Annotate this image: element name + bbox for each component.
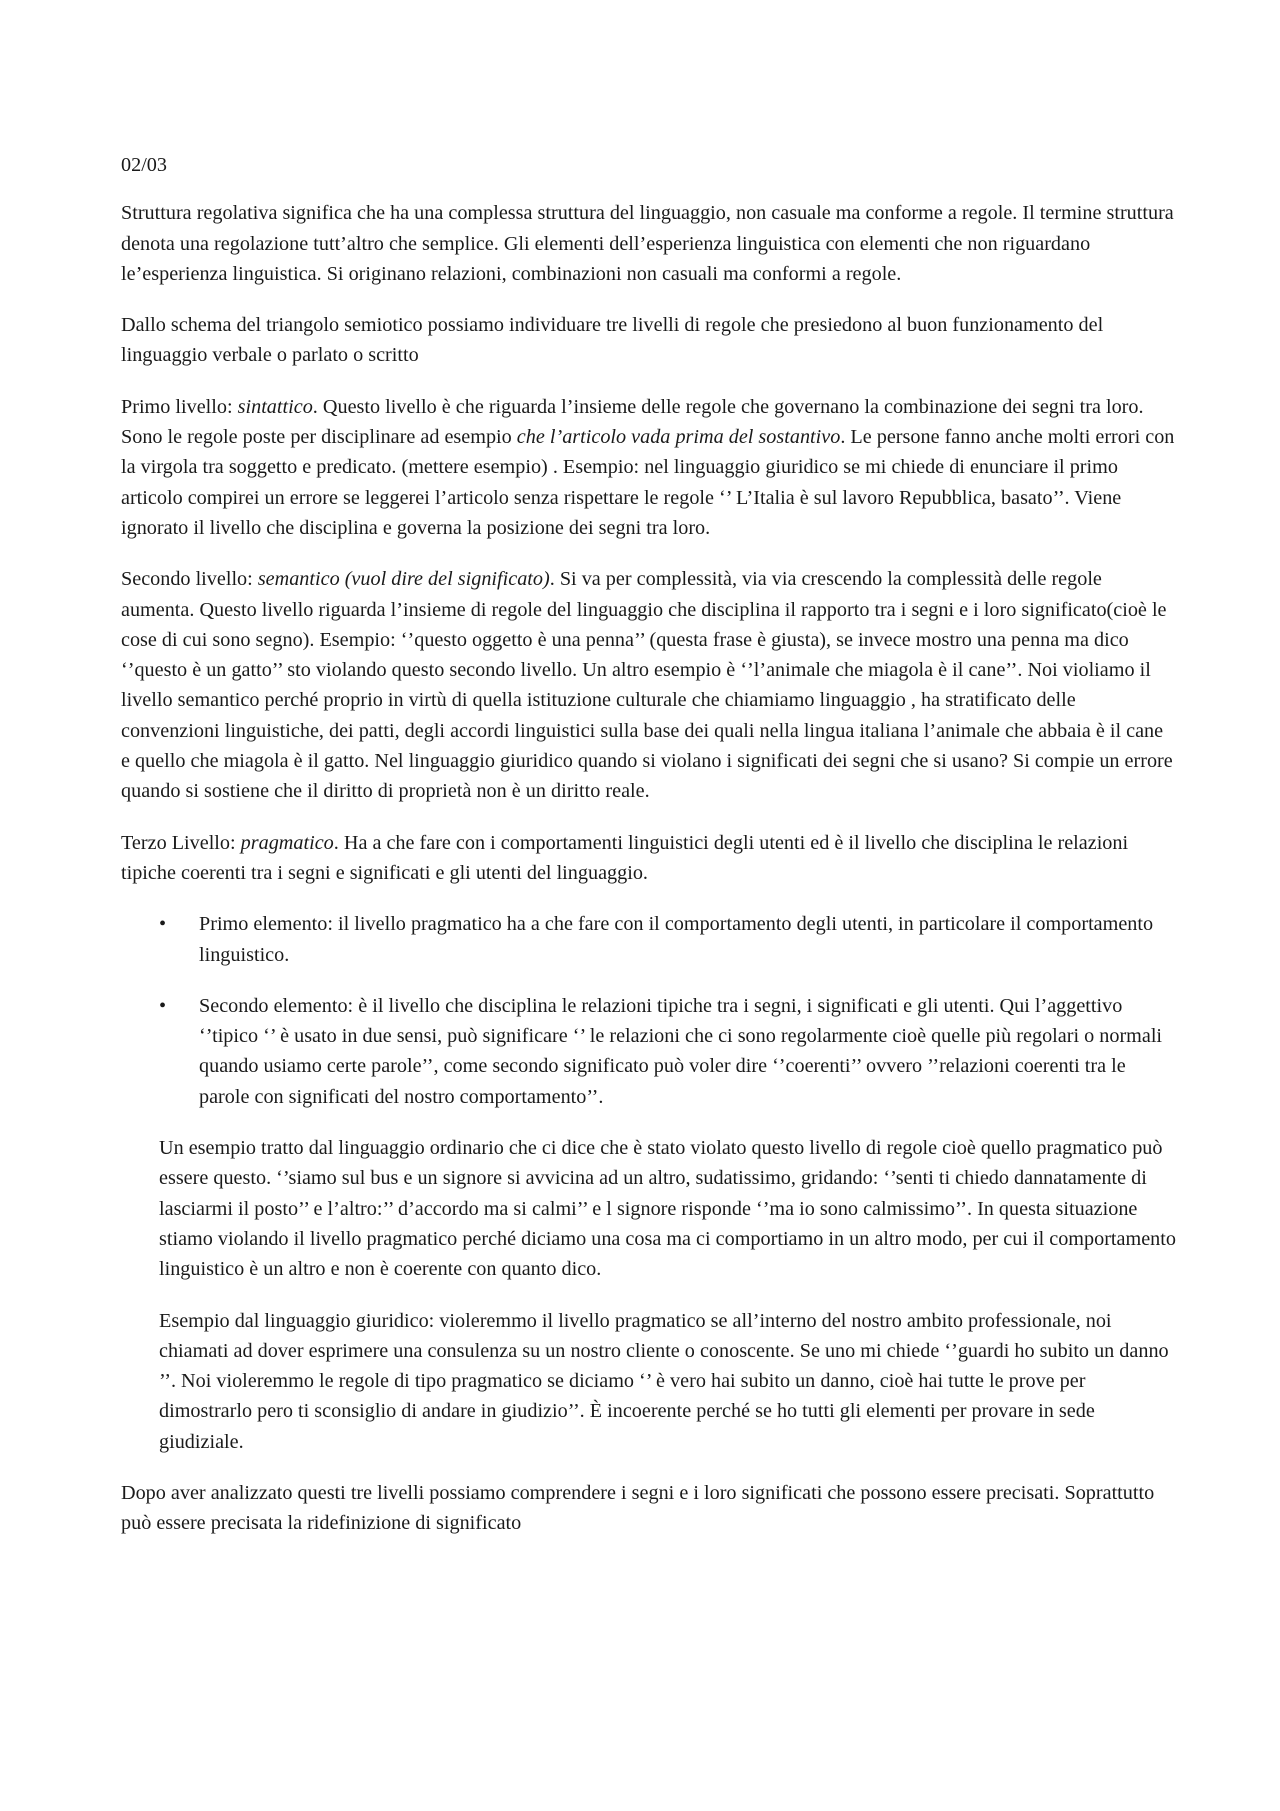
conclusion-paragraph: Dopo aver analizzato questi tre livelli possiamo comprendere i segni e i loro significati che possono essere precisati. Soprattutto può essere precisata la ridefinizione di significato	[121, 1481, 1155, 1535]
level-1-text-a: . Questo livello è che riguarda l’insieme delle regole che governano la combinazione dei segni tra loro. Sono le regole poste per disciplinare ad esempio	[121, 395, 1144, 449]
level-1-example: che l’articolo vada prima del sostantivo	[516, 426, 841, 449]
level-2-term: semantico (vuol dire del significato)	[257, 568, 550, 591]
level-1-paragraph	[121, 392, 1176, 543]
semiotic-triangle-paragraph: Dallo schema del triangolo semiotico possiamo individuare tre livelli di regole che presiedono al buon funzionamento del linguaggio verbale o parlato o scritto	[121, 314, 1104, 367]
list-item	[121, 991, 1176, 1112]
list-item	[121, 909, 1176, 970]
bullet-icon: •	[159, 994, 167, 1017]
level-2-paragraph	[121, 564, 1176, 806]
intro-paragraph: Struttura regolativa significa che ha una complessa struttura del linguaggio, non casuale ma conforme a regole. Il termine struttura denota una regolazione tutt’altro che semplice. Gli elementi dell’esperienza linguistica con elementi che non riguardano le’esperienza linguistica. Si originano relazioni, combinazioni non casuali ma conformi a regole.	[121, 202, 1174, 285]
document-page	[121, 150, 1176, 1560]
pragmatic-elements-list	[121, 909, 1176, 1112]
level-1-label: Primo livello:	[121, 395, 238, 418]
list-item-text: Secondo elemento: è il livello che disciplina le relazioni tipiche tra i segni, i significati e gli utenti. Qui l’aggettivo ‘’tipico ‘’ è usato in due sensi, può significare ‘’ le relazioni che ci sono regolarmente cioè quelle più regolari o normali quando usiamo certe parole’’, come secondo significato può voler dire ‘’coerenti’’ ovvero ’’relazioni coerenti tra le parole con significati del nostro comportamento’’.	[199, 994, 1163, 1108]
ordinary-language-example: Un esempio tratto dal linguaggio ordinario che ci dice che è stato violato questo livello di regole cioè quello pragmatico può essere questo. ‘’siamo sul bus e un signore si avvicina ad un altro, sudatissimo, gridando: ‘’senti ti chiedo dannatamente di lasciarmi il posto’’ e l’altro:’’ d’accordo ma si calmi’’ e l signore risponde ‘’ma io sono calmissimo’’. In questa situazione stiamo violando il livello pragmatico perché diciamo una cosa ma ci comportiamo in un altro modo, per cui il comportamento linguistico è un altro e non è coerente con quanto dico.	[159, 1137, 1176, 1281]
level-3-paragraph	[121, 828, 1176, 889]
level-3-label: Terzo Livello:	[121, 831, 241, 854]
level-2-label: Secondo livello:	[121, 568, 258, 591]
level-2-text: . Si va per complessità, via via crescendo la complessità delle regole aumenta. Questo livello riguarda l’insieme di regole del linguaggio che disciplina il rapporto tra i segni e i loro significato(cioè le cose di cui sono segno). Esempio: ‘’questo oggetto è una penna’’ (questa frase è giusta), se invece mostro una penna ma dico ‘’questo è un gatto’’ sto violando questo secondo livello. Un altro esempio è ‘’l’animale che miagola è il cane’’. Noi violiamo il livello semantico perché proprio in virtù di quella istituzione culturale che chiamiamo linguaggio , ha stratificato delle convenzioni linguistiche, dei patti, degli accordi linguistici sulla base dei quali nella lingua italiana l’animale che abbaia è il cane e quello che miagola è il gatto. Nel linguaggio giuridico quando si violano i significati dei segni che si usano? Si compie un errore quando si sostiene che il diritto di proprietà non è un diritto reale.	[121, 568, 1173, 803]
bullet-icon: •	[159, 913, 167, 936]
level-1-term: sintattico	[237, 395, 313, 418]
level-3-term: pragmatico	[240, 831, 334, 854]
document-date: 02/03	[121, 154, 167, 176]
level-1-text-b: . Le persone fanno anche molti errori con la virgola tra soggetto e predicato. (mettere esempio) . Esempio: nel linguaggio giuridico se mi chiede di enunciare il primo articolo compirei un errore se leggerei l’articolo senza rispettare le regole ‘’ L’Italia è sul lavoro Repubblica, basato’’. Viene ignorato il livello che disciplina e governa la posizione dei segni tra loro.	[121, 426, 1175, 539]
level-3-text: . Ha a che fare con i comportamenti linguistici degli utenti ed è il livello che disciplina le relazioni tipiche coerenti tra i segni e significati e gli utenti del linguaggio.	[121, 831, 1129, 884]
legal-language-example: Esempio dal linguaggio giuridico: violeremmo il livello pragmatico se all’interno del nostro ambito professionale, noi chiamati ad dover esprimere una consulenza su un nostro cliente o conoscente. Se uno mi chiede ‘’guardi ho subito un danno ’’. Noi violeremmo le regole di tipo pragmatico se diciamo ‘’ è vero hai subito un danno, cioè hai tutte le prove per dimostrarlo pero ti sconsiglio di andare in giudizio’’. È incoerente perché se ho tutti gli elementi per provare in sede giudiziale.	[159, 1309, 1169, 1453]
list-item-text: Primo elemento: il livello pragmatico ha a che fare con il comportamento degli utenti, in particolare il comportamento linguistico.	[199, 913, 1154, 966]
